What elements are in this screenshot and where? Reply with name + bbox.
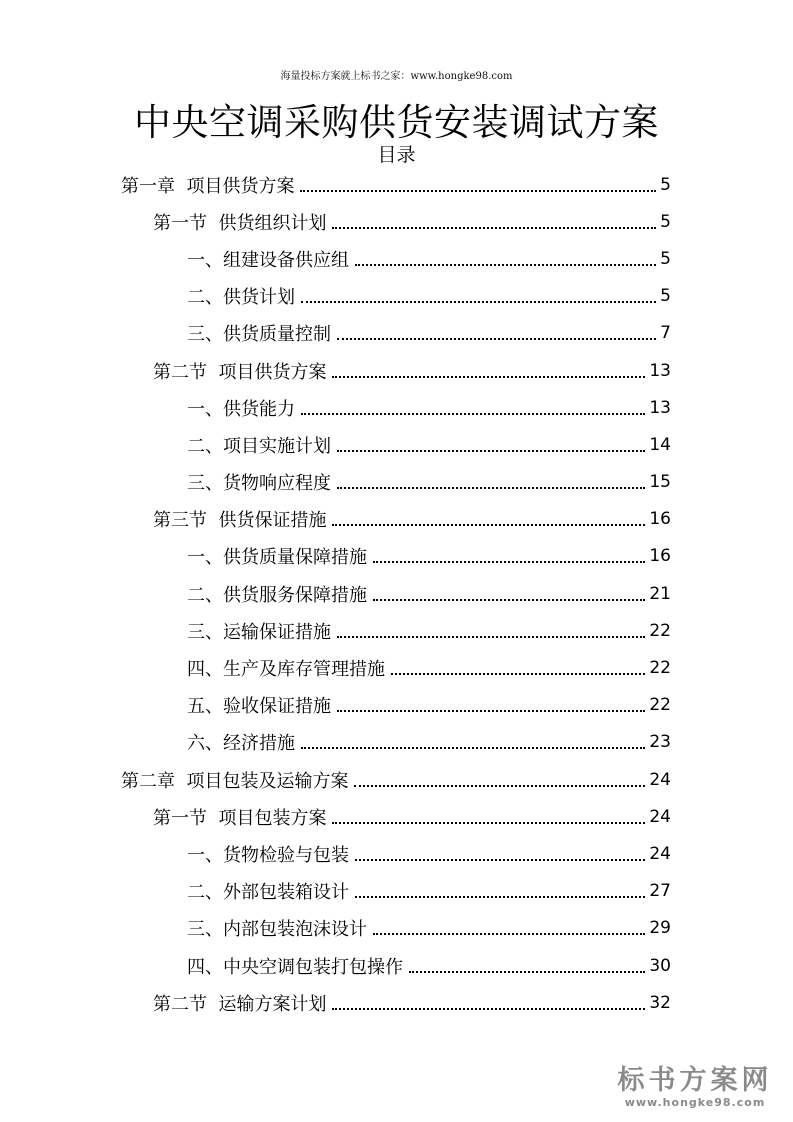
toc-entry[interactable] — [187, 426, 671, 463]
toc-entry-page: 32 — [649, 992, 671, 1013]
toc-dot-leader — [332, 524, 645, 526]
toc-entry-label: 第三节 供货保证措施 — [153, 506, 328, 532]
toc-entry-label: 一、货物检验与包装 — [187, 841, 351, 867]
toc-entry-label: 四、生产及库存管理措施 — [187, 655, 387, 681]
toc-heading: 目录 — [377, 144, 416, 166]
toc-entry-page: 5 — [660, 174, 671, 195]
toc-entry-page: 23 — [649, 732, 671, 753]
toc-dot-leader — [355, 859, 645, 861]
toc-entry-page: 21 — [649, 583, 671, 604]
toc-dot-leader — [332, 227, 656, 229]
toc-dot-leader — [332, 1008, 645, 1010]
toc-dot-leader — [337, 710, 645, 712]
toc-entry-page: 16 — [649, 509, 671, 530]
toc-entry-page: 5 — [660, 286, 671, 307]
toc-entry[interactable] — [121, 761, 671, 798]
toc-entry-page: 15 — [649, 472, 671, 493]
toc-entry[interactable] — [153, 203, 671, 240]
toc-dot-leader — [332, 822, 645, 824]
toc-entry-page: 30 — [649, 955, 671, 976]
toc-entry-label: 一、组建设备供应组 — [187, 246, 351, 272]
toc-entry[interactable] — [187, 240, 671, 277]
toc-dot-leader — [301, 301, 656, 303]
toc-entry-page: 22 — [649, 620, 671, 641]
toc-entry-page: 13 — [649, 360, 671, 381]
toc-entry-label: 二、供货服务保障措施 — [187, 581, 369, 607]
toc-entry[interactable] — [187, 464, 671, 501]
toc-entry[interactable] — [187, 389, 671, 426]
toc-entry[interactable] — [187, 947, 671, 984]
toc-entry[interactable] — [153, 501, 671, 538]
toc-entry[interactable] — [153, 798, 671, 835]
toc-dot-leader — [391, 673, 645, 675]
toc-entry-label: 三、内部包装泡沫设计 — [187, 915, 369, 941]
site-watermark — [615, 1066, 775, 1109]
toc-entry-label: 第一节 供货组织计划 — [153, 209, 328, 235]
toc-dot-leader — [355, 264, 656, 266]
toc-entry[interactable] — [121, 166, 671, 203]
toc-dot-leader — [373, 933, 645, 935]
toc-entry-label: 一、供货能力 — [187, 395, 297, 421]
watermark-url: www.hongke98.com — [624, 1096, 766, 1109]
toc-entry[interactable] — [187, 687, 671, 724]
toc-dot-leader — [332, 376, 645, 378]
toc-dot-leader — [373, 599, 645, 601]
document-title: 中央空调采购供货安装调试方案 — [134, 101, 659, 144]
toc-entry-label: 二、供货计划 — [187, 283, 297, 309]
toc-entry-page: 7 — [660, 323, 671, 344]
toc-entry[interactable] — [187, 724, 671, 761]
toc-entry-label: 五、验收保证措施 — [187, 692, 333, 718]
header-note: 海量投标方案就上标书之家：www.hongke98.com — [280, 71, 513, 82]
toc-entry-label: 三、供货质量控制 — [187, 320, 333, 346]
toc-dot-leader — [337, 450, 645, 452]
table-of-contents — [0, 166, 793, 1021]
toc-entry-label: 二、外部包装箱设计 — [187, 878, 351, 904]
toc-entry[interactable] — [187, 278, 671, 315]
toc-dot-leader — [300, 190, 656, 192]
toc-entry-page: 27 — [649, 881, 671, 902]
toc-dot-leader — [355, 896, 645, 898]
toc-entry-label: 一、供货质量保障措施 — [187, 543, 369, 569]
toc-dot-leader — [301, 747, 645, 749]
toc-entry-label: 第二章 项目包装及运输方案 — [121, 767, 350, 793]
toc-entry[interactable] — [187, 873, 671, 910]
toc-entry-page: 24 — [649, 806, 671, 827]
toc-entry-page: 24 — [649, 843, 671, 864]
toc-entry[interactable] — [153, 984, 671, 1021]
toc-entry[interactable] — [153, 352, 671, 389]
toc-entry-page: 22 — [649, 695, 671, 716]
toc-entry-label: 第二节 项目供货方案 — [153, 358, 328, 384]
toc-entry-label: 三、运输保证措施 — [187, 618, 333, 644]
toc-entry-label: 六、经济措施 — [187, 729, 297, 755]
toc-dot-leader — [337, 487, 645, 489]
toc-dot-leader — [354, 785, 645, 787]
toc-entry-label: 第一章 项目供货方案 — [121, 172, 296, 198]
toc-dot-leader — [301, 413, 645, 415]
toc-dot-leader — [373, 561, 645, 563]
watermark-name: 标书方案网 — [617, 1065, 773, 1096]
toc-entry[interactable] — [187, 575, 671, 612]
toc-entry-page: 22 — [649, 658, 671, 679]
toc-entry[interactable] — [187, 315, 671, 352]
toc-dot-leader — [337, 338, 656, 340]
toc-entry[interactable] — [187, 538, 671, 575]
toc-entry-label: 二、项目实施计划 — [187, 432, 333, 458]
toc-entry-page: 5 — [660, 248, 671, 269]
toc-entry-page: 24 — [649, 769, 671, 790]
toc-entry-page: 13 — [649, 397, 671, 418]
toc-dot-leader — [409, 971, 645, 973]
toc-entry-label: 第二节 运输方案计划 — [153, 990, 328, 1016]
toc-entry[interactable] — [187, 649, 671, 686]
toc-entry-label: 第一节 项目包装方案 — [153, 804, 328, 830]
toc-entry-page: 16 — [649, 546, 671, 567]
toc-dot-leader — [337, 636, 645, 638]
toc-entry[interactable] — [187, 612, 671, 649]
toc-entry-label: 四、中央空调包装打包操作 — [187, 953, 405, 979]
toc-entry-label: 三、货物响应程度 — [187, 469, 333, 495]
toc-entry[interactable] — [187, 910, 671, 947]
toc-entry-page: 5 — [660, 211, 671, 232]
toc-entry[interactable] — [187, 835, 671, 872]
toc-entry-page: 14 — [649, 434, 671, 455]
toc-entry-page: 29 — [649, 918, 671, 939]
